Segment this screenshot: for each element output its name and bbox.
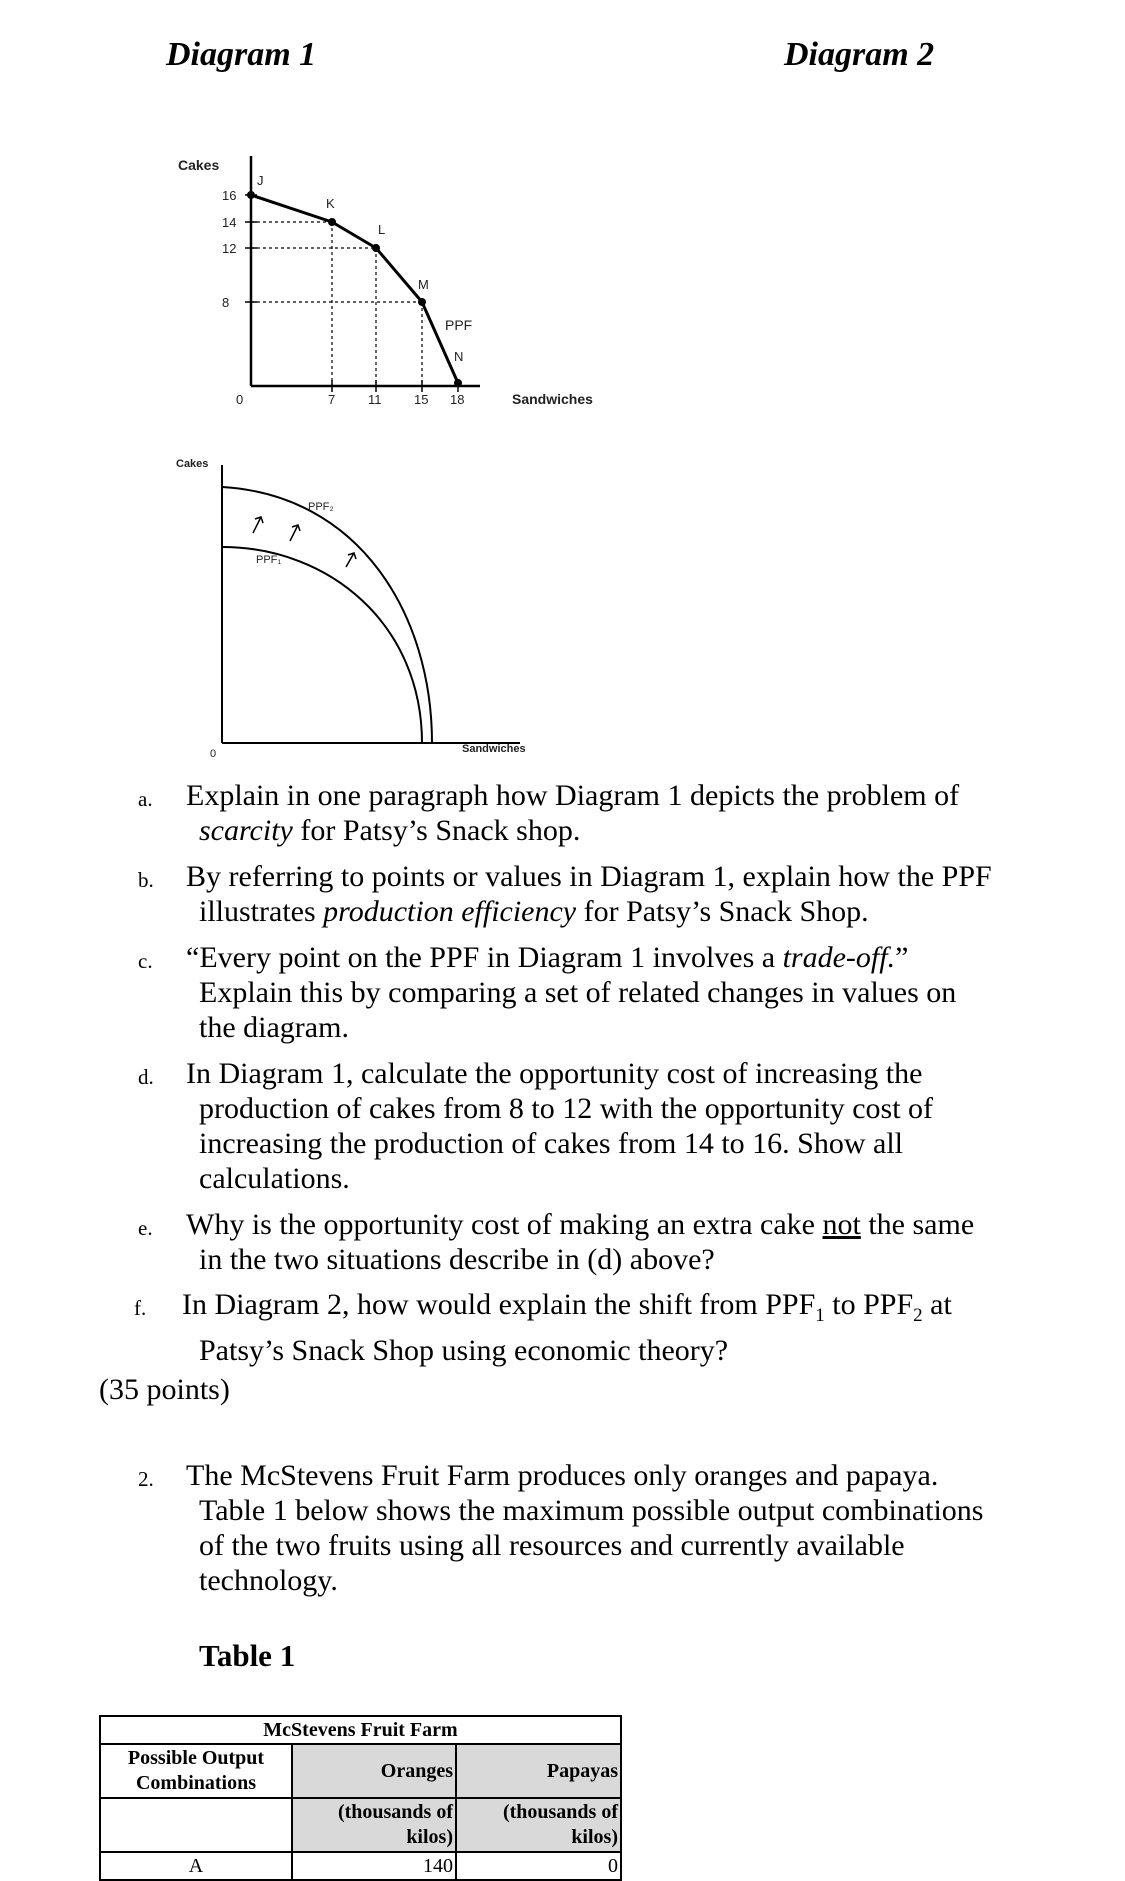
question-2-line-4: technology. [199, 1564, 338, 1597]
question-f [134, 1287, 1046, 1368]
ppf-point-label: J [257, 173, 264, 188]
question-f-line-1 [182, 1287, 1046, 1333]
question-a-line-2 [199, 813, 1046, 848]
question-c-line-1-post: ” [895, 941, 909, 974]
question-d-label: d. [138, 1065, 154, 1089]
table-header-row [100, 1744, 621, 1798]
ppf-point-label: K [326, 196, 335, 211]
shift-arrow-2 [290, 525, 300, 541]
diagram-2-origin: 0 [210, 748, 217, 760]
header-oranges: Oranges [292, 1744, 456, 1798]
question-2-line-1: The McStevens Fruit Farm produces only oranges and papaya. [186, 1459, 939, 1492]
question-b-label: b. [138, 868, 154, 892]
diagram-2-title: Diagram 2 [784, 36, 935, 73]
question-e-label: e. [138, 1216, 153, 1240]
question-b [138, 859, 1046, 929]
question-a [138, 778, 1046, 848]
question-f-sub-1: 1 [815, 1305, 825, 1326]
shift-arrow-1 [253, 517, 263, 533]
ppf-1-label: PPF₁ [256, 554, 282, 566]
y-tick-label: 8 [222, 295, 230, 310]
question-a-label: a. [138, 787, 153, 811]
question-e-line-1-pre: Why is the opportunity cost of making an extra cake [186, 1208, 823, 1241]
question-d [138, 1056, 1046, 1196]
diagram-2-x-axis-label: Sandwiches [462, 743, 526, 755]
row-a-papayas: 0 [456, 1852, 621, 1880]
units-papayas: (thousands of kilos) [456, 1798, 621, 1852]
x-tick-label: 18 [450, 392, 465, 407]
header-combinations: Possible Output Combinations [100, 1744, 292, 1798]
diagram-1-ticks [222, 188, 464, 407]
table-caption: McStevens Fruit Farm [100, 1716, 621, 1744]
y-tick-label: 16 [222, 188, 237, 203]
header-papayas: Papayas [456, 1744, 621, 1798]
ppf-2-curve [222, 487, 432, 743]
question-2-label: 2. [138, 1467, 154, 1491]
question-b-line-2-post: for Patsy’s Snack Shop. [576, 895, 869, 928]
question-d-line-4: calculations. [199, 1162, 350, 1195]
table-caption-row [100, 1716, 621, 1744]
diagram-1-ppf-label: PPF [445, 317, 473, 333]
ppf-point-m [418, 298, 426, 306]
diagram-1-y-axis-label: Cakes [178, 157, 220, 173]
question-c-line-3: the diagram. [199, 1011, 349, 1044]
question-e [138, 1207, 1046, 1277]
shift-arrow-3 [346, 553, 356, 567]
ppf-point-k [328, 218, 336, 226]
question-c-emphasis: trade-off. [782, 941, 896, 974]
diagram-1-ppf-chart [150, 150, 610, 420]
question-b-emphasis: production efficiency [323, 895, 577, 928]
question-e-line-1 [186, 1207, 1046, 1242]
y-tick-label: 14 [222, 215, 237, 230]
ppf-point-l [372, 244, 380, 252]
question-2 [138, 1458, 1046, 1598]
table-title: Table 1 [199, 1638, 296, 1673]
question-d-line-2: production of cakes from 8 to 12 with the opportunity cost of [199, 1092, 934, 1125]
diagram-1-x-axis-label: Sandwiches [512, 391, 593, 407]
question-e-line-2: in the two situations describe in (d) above? [199, 1243, 715, 1276]
question-a-line-1: Explain in one paragraph how Diagram 1 depicts the problem of [186, 779, 960, 812]
units-empty-cell [100, 1798, 292, 1852]
question-a-emphasis: scarcity [199, 814, 293, 847]
question-c-line-2: Explain this by comparing a set of related changes in values on [199, 976, 957, 1009]
row-a-combination: A [100, 1852, 292, 1880]
ppf-point-n [454, 379, 462, 387]
y-tick-label: 12 [222, 241, 237, 256]
question-f-line-1-pre: In Diagram 2, how would explain the shift from PPF [182, 1288, 816, 1321]
table-units-row [100, 1798, 621, 1852]
question-f-line-1-mid: to PPF [824, 1288, 914, 1321]
question-f-sub-2: 2 [913, 1305, 923, 1326]
question-2-line-2: Table 1 below shows the maximum possible output combinations [199, 1494, 984, 1527]
x-tick-label: 7 [328, 392, 336, 407]
table-row [100, 1852, 621, 1880]
question-c-line-1-pre: “Every point on the PPF in Diagram 1 involves a [186, 941, 783, 974]
points-value: (35 points) [99, 1373, 230, 1406]
question-2-line-3: of the two fruits using all resources and currently available [199, 1529, 905, 1562]
question-e-underline: not [822, 1208, 861, 1241]
ppf-point-j [247, 191, 255, 199]
units-oranges: (thousands of kilos) [292, 1798, 456, 1852]
fruit-farm-table [99, 1715, 622, 1881]
diagram-1-guides [251, 222, 422, 386]
diagram-1-axes [251, 156, 480, 386]
question-f-line-2: Patsy’s Snack Shop using economic theory? [199, 1334, 729, 1367]
question-c-label: c. [138, 949, 153, 973]
question-f-line-1-post: at [922, 1288, 952, 1321]
row-a-oranges: 140 [292, 1852, 456, 1880]
ppf-1-curve [222, 547, 422, 743]
question-d-line-1: In Diagram 1, calculate the opportunity cost of increasing the [186, 1057, 923, 1090]
question-d-line-3: increasing the production of cakes from 14 to 16. Show all [199, 1127, 904, 1160]
question-c [138, 940, 1046, 1045]
diagram-1-origin: 0 [236, 392, 244, 407]
diagram-2-ppf-shift-chart [150, 455, 610, 765]
question-a-line-2-text: for Patsy’s Snack shop. [292, 814, 581, 847]
ppf-point-label: L [378, 222, 386, 237]
question-b-line-2 [199, 894, 1046, 929]
question-b-line-2-pre: illustrates [199, 895, 324, 928]
x-tick-label: 11 [368, 392, 382, 407]
x-tick-label: 15 [414, 392, 429, 407]
question-e-line-1-post: the same [860, 1208, 975, 1241]
question-f-label: f. [134, 1296, 147, 1320]
diagram-2-y-axis-label: Cakes [176, 458, 209, 470]
question-b-line-1: By referring to points or values in Diagram 1, explain how the PPF [186, 860, 992, 893]
ppf-point-label: N [454, 349, 464, 364]
diagram-2-axes [222, 465, 520, 743]
diagram-1-title: Diagram 1 [166, 36, 317, 73]
question-c-line-1 [186, 940, 1046, 975]
ppf-point-label: M [418, 277, 429, 292]
ppf-2-label: PPF₂ [308, 501, 334, 513]
